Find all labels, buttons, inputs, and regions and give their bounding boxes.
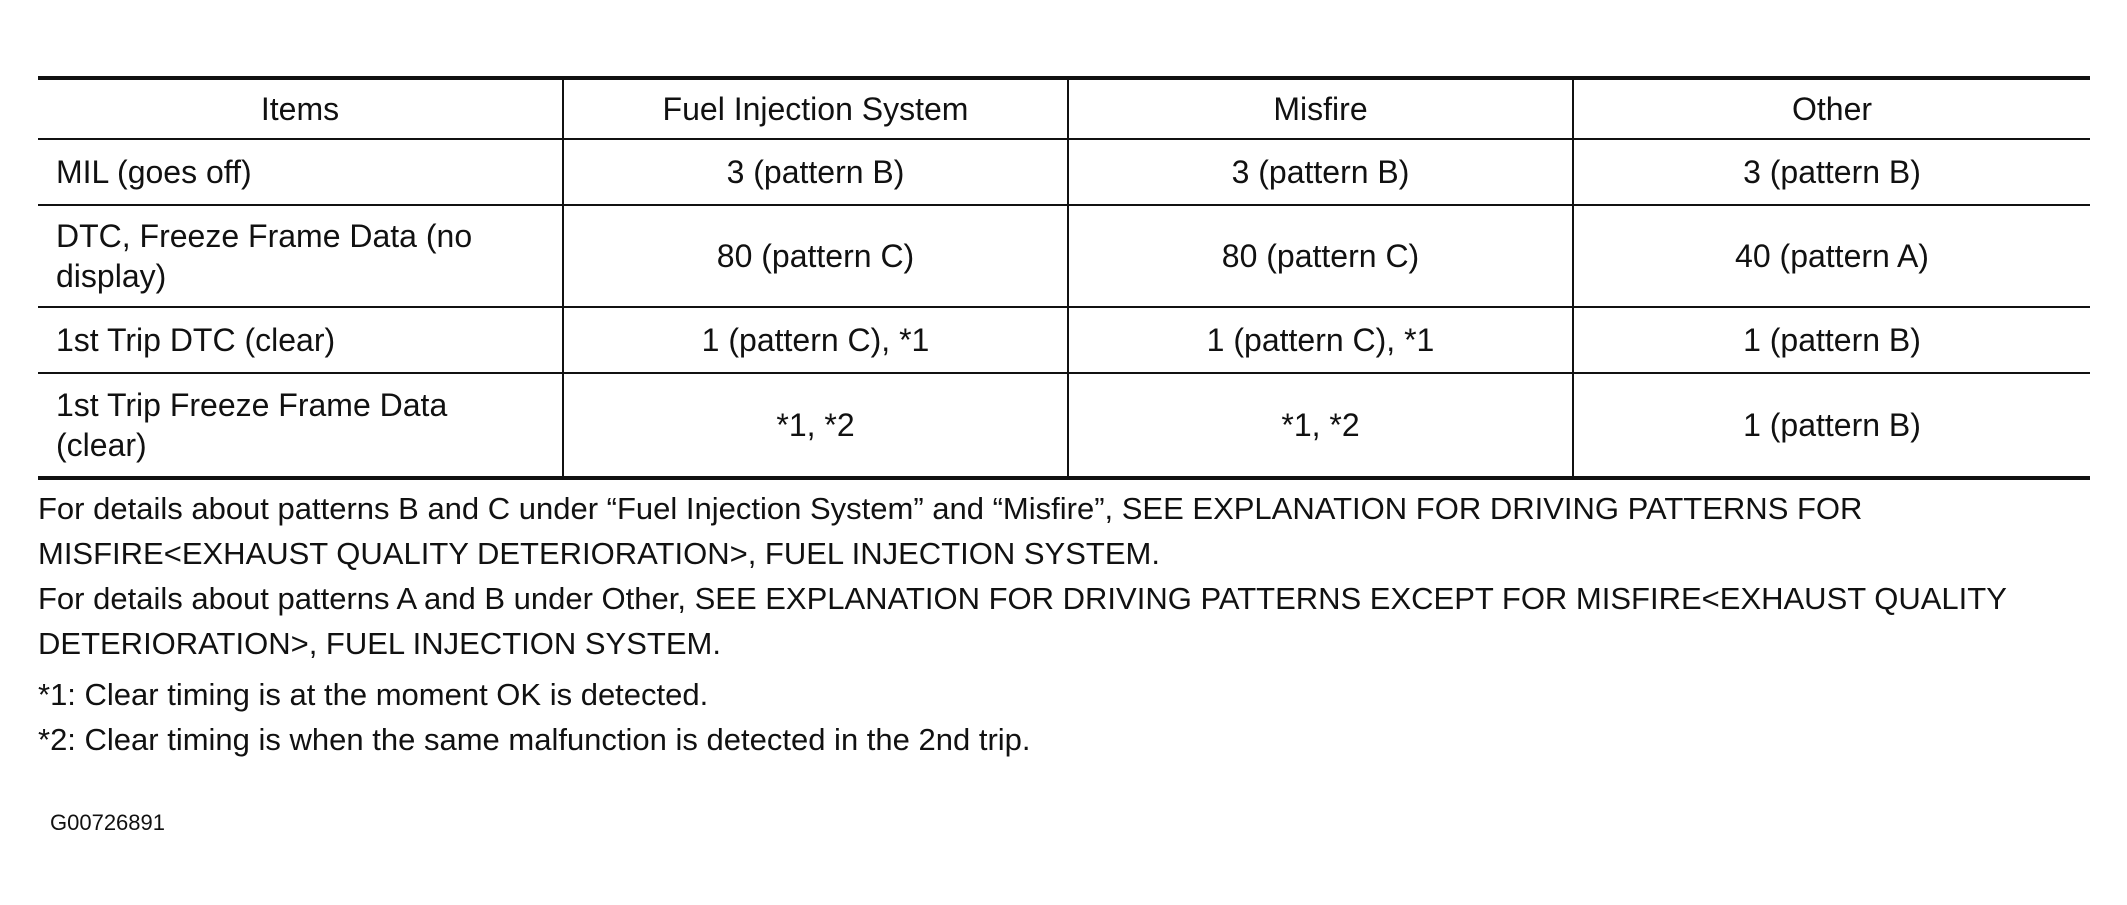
- cell-other: 1 (pattern B): [1573, 307, 2090, 373]
- table-row: [38, 205, 2090, 307]
- row-item-label: MIL (goes off): [38, 139, 563, 205]
- table-row: [38, 307, 2090, 373]
- row-item-label: 1st Trip Freeze Frame Data (clear): [38, 373, 563, 478]
- cell-fuel: *1, *2: [563, 373, 1068, 478]
- note-patterns-a-b: For details about patterns A and B under Other, SEE EXPLANATION FOR DRIVING PATTERNS EXCEPT FOR MISFIRE<EXHAUST QUALITY DETERIORATION>, FUEL INJECTION SYSTEM.: [38, 581, 2007, 661]
- cell-misfire: 3 (pattern B): [1068, 139, 1573, 205]
- table-header-row: [38, 78, 2090, 139]
- figure-code: G00726891: [50, 810, 165, 835]
- header-other: Other: [1573, 78, 2090, 139]
- cell-misfire: *1, *2: [1068, 373, 1573, 478]
- cell-misfire: 80 (pattern C): [1068, 205, 1573, 307]
- notes-section: [38, 486, 2090, 762]
- row-item-label: 1st Trip DTC (clear): [38, 307, 563, 373]
- cell-other: 3 (pattern B): [1573, 139, 2090, 205]
- pattern-table: [38, 76, 2090, 480]
- header-items: Items: [38, 78, 563, 139]
- note-patterns-b-c: For details about patterns B and C under “Fuel Injection System” and “Misfire”, SEE EXPLANATION FOR DRIVING PATTERNS FOR MISFIRE<EXHAUST QUALITY DETERIORATION>, FUEL INJECTION SYSTEM.: [38, 491, 1863, 571]
- table-row: [38, 139, 2090, 205]
- document: [38, 76, 2090, 762]
- row-item-label: DTC, Freeze Frame Data (no display): [38, 205, 563, 307]
- footnote-2: *2: Clear timing is when the same malfunction is detected in the 2nd trip.: [38, 722, 1031, 757]
- cell-misfire: 1 (pattern C), *1: [1068, 307, 1573, 373]
- cell-fuel: 3 (pattern B): [563, 139, 1068, 205]
- header-fuel-injection-system: Fuel Injection System: [563, 78, 1068, 139]
- footnote-1: *1: Clear timing is at the moment OK is detected.: [38, 677, 709, 712]
- table-row: [38, 373, 2090, 478]
- cell-fuel: 80 (pattern C): [563, 205, 1068, 307]
- header-misfire: Misfire: [1068, 78, 1573, 139]
- cell-other: 1 (pattern B): [1573, 373, 2090, 478]
- cell-fuel: 1 (pattern C), *1: [563, 307, 1068, 373]
- cell-other: 40 (pattern A): [1573, 205, 2090, 307]
